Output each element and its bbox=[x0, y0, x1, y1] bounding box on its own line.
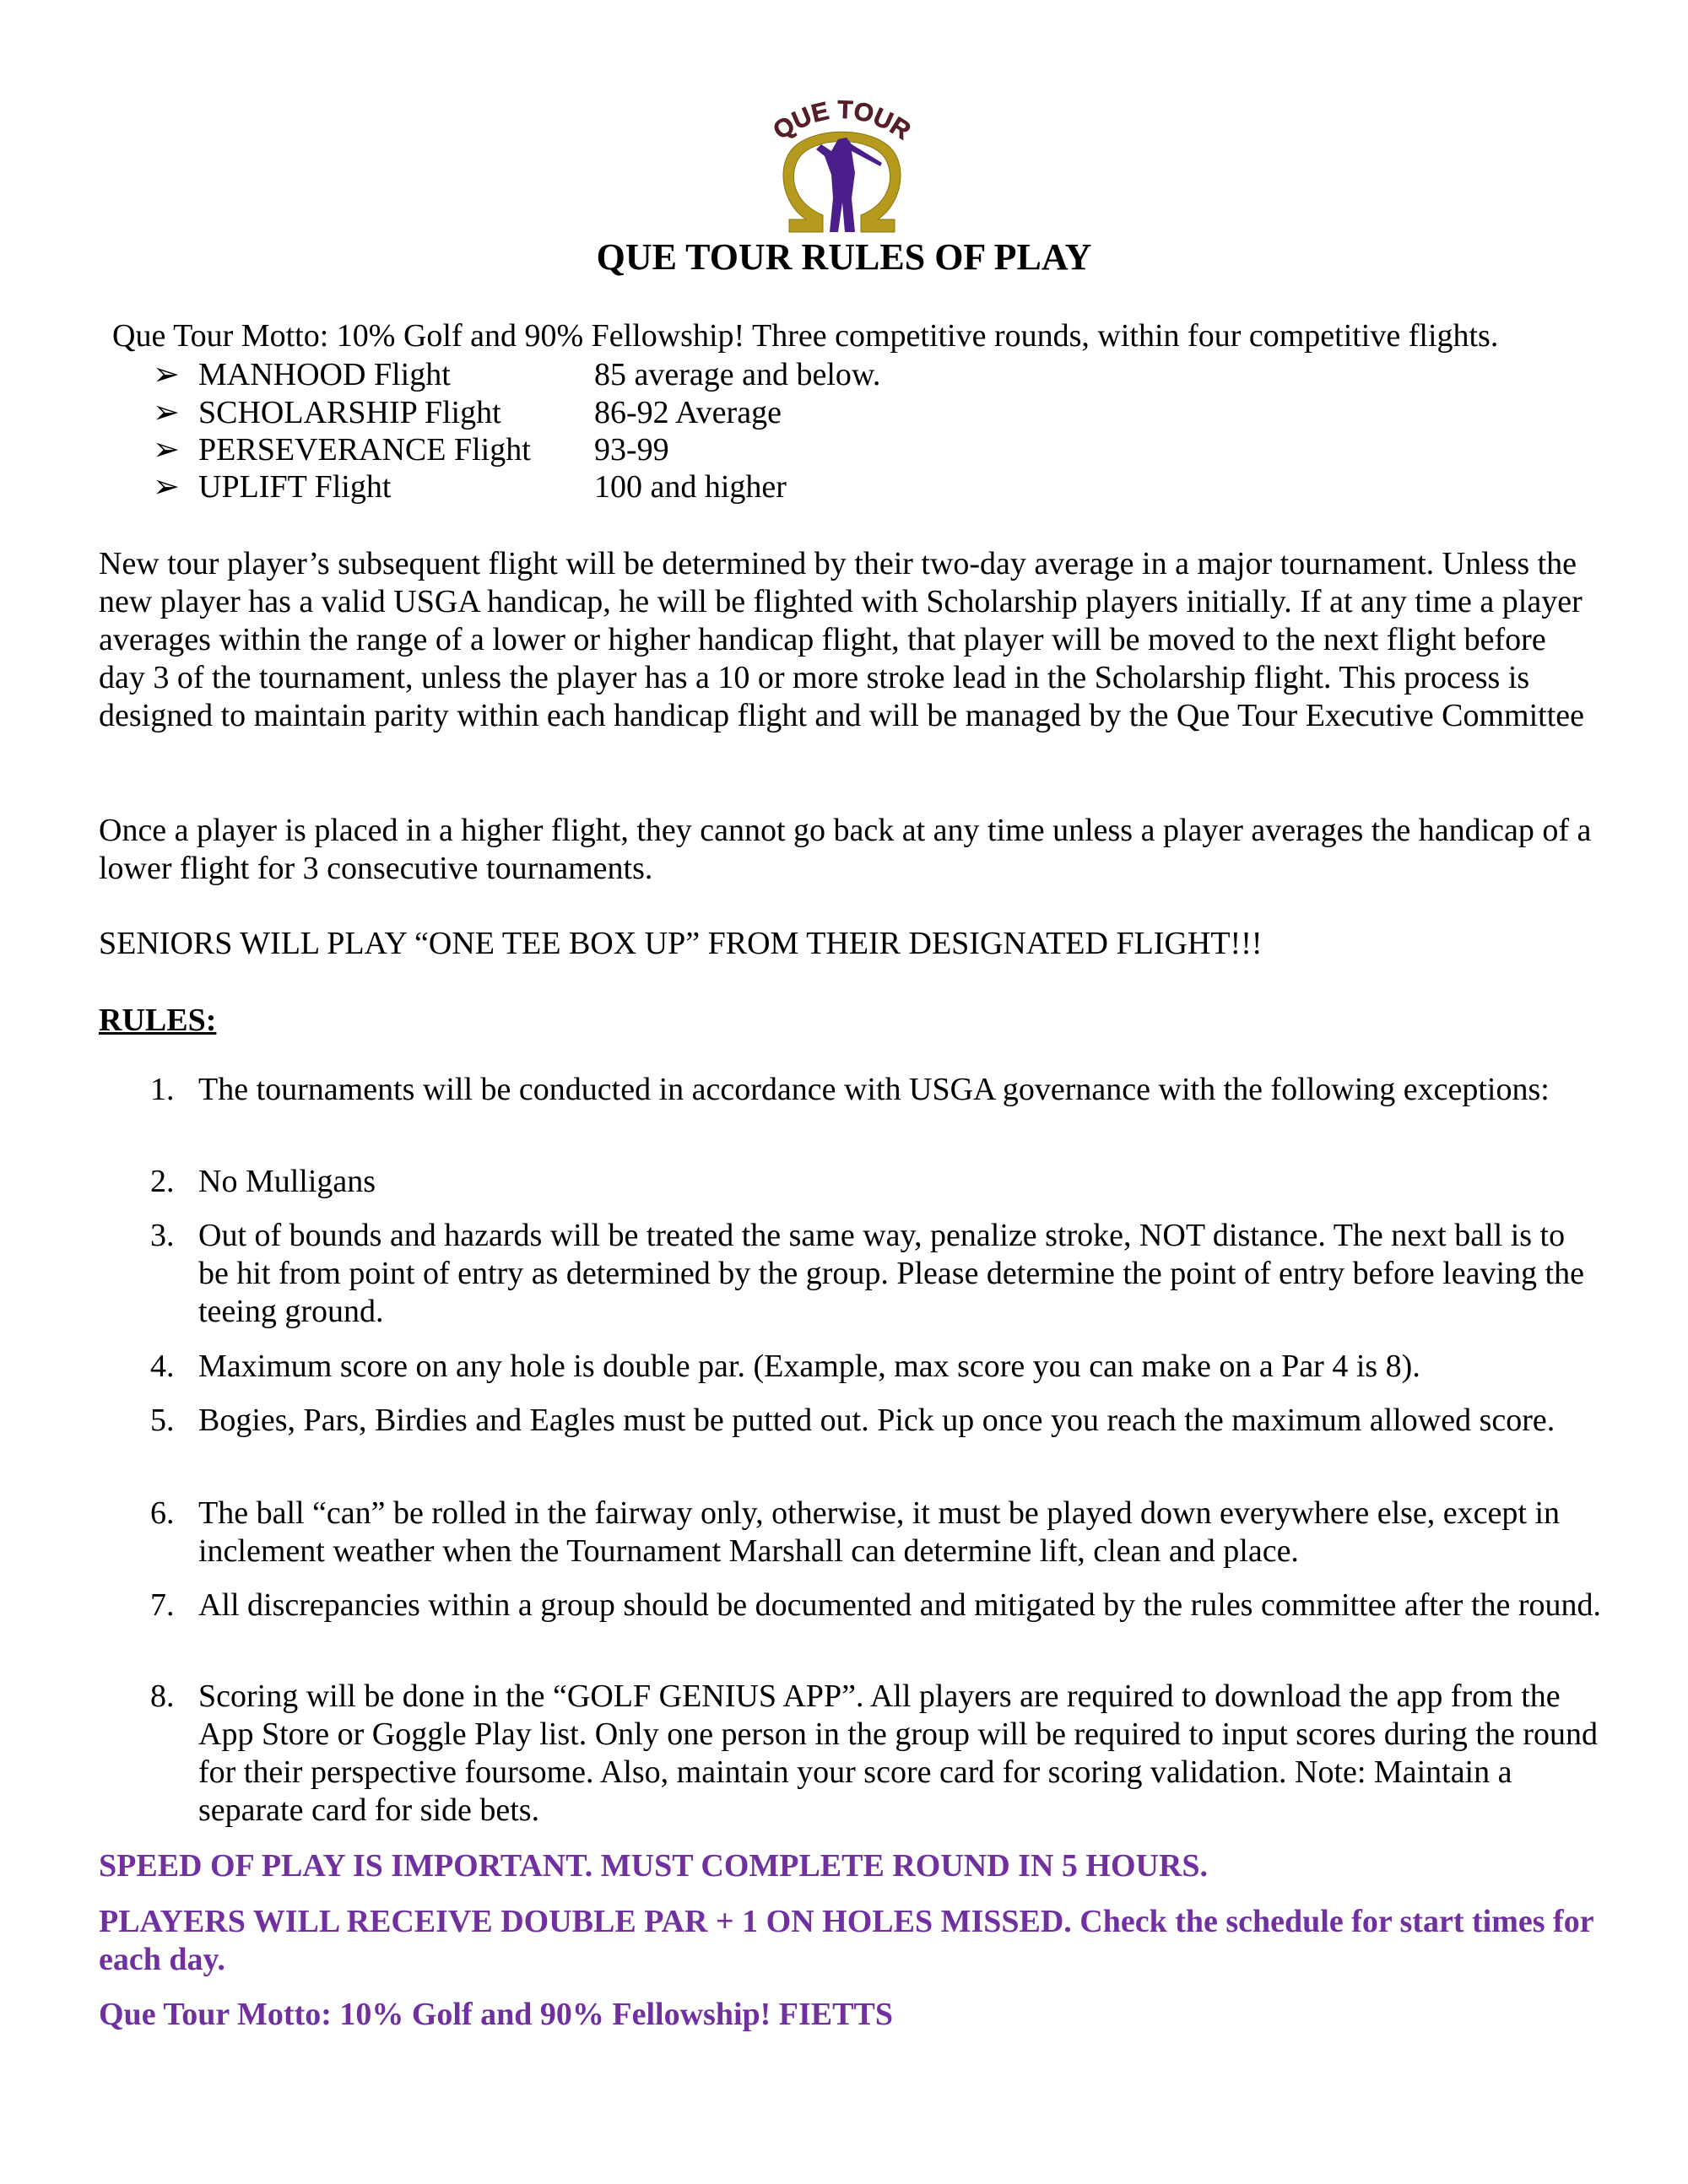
rule-number: 7. bbox=[150, 1587, 175, 1623]
page-title: QUE TOUR RULES OF PLAY bbox=[596, 236, 1092, 278]
rule-item bbox=[150, 1678, 1602, 1830]
rule-item bbox=[150, 1587, 1602, 1624]
rule-text: No Mulligans bbox=[198, 1164, 376, 1199]
rule-text: Out of bounds and hazards will be treated the same way, penalize stroke, NOT distance. The next ball is to be hit from point of entry as determined by the group. Please determine the point of entry before leaving the teeing ground. bbox=[198, 1218, 1584, 1329]
rule-item bbox=[150, 1402, 1602, 1440]
flight-range: 100 and higher bbox=[594, 469, 787, 505]
speed-of-play-notice: SPEED OF PLAY IS IMPORTANT. MUST COMPLETE ROUND IN 5 HOURS. bbox=[99, 1848, 1209, 1884]
arrow-bullet-icon: ➢ bbox=[153, 469, 180, 505]
higher-flight-paragraph: Once a player is placed in a higher flight, they cannot go back at any time unless a player averages the handicap of a lower flight for 3 consecutive tournaments. bbox=[99, 813, 1592, 886]
flight-row bbox=[153, 394, 782, 432]
rule-text: The tournaments will be conducted in accordance with USGA governance with the following exceptions: bbox=[198, 1072, 1550, 1107]
flight-name: UPLIFT Flight bbox=[198, 469, 392, 505]
rule-text: All discrepancies within a group should be documented and mitigated by the rules committee after the round. bbox=[198, 1587, 1602, 1623]
arrow-bullet-icon: ➢ bbox=[153, 432, 180, 468]
motto-intro: Que Tour Motto: 10% Golf and 90% Fellowship! Three competitive rounds, within four competitive flights. bbox=[112, 318, 1499, 354]
rule-text: Scoring will be done in the “GOLF GENIUS APP”. All players are required to download the app from the App Store or Goggle Play list. Only one person in the group will be required to input scores during the round for their perspective foursome. Also, maintain your score card for scoring validation. Note: Maintain a separate card for side bets. bbox=[198, 1679, 1599, 1828]
seniors-notice: SENIORS WILL PLAY “ONE TEE BOX UP” FROM THEIR DESIGNATED FLIGHT!!! bbox=[99, 926, 1263, 961]
flight-range: 93-99 bbox=[594, 432, 669, 468]
rule-number: 8. bbox=[150, 1679, 175, 1714]
flight-row bbox=[153, 468, 787, 506]
rule-item bbox=[150, 1071, 1602, 1109]
svg-text:QUE TOUR: QUE TOUR bbox=[768, 97, 916, 146]
rule-item bbox=[150, 1348, 1602, 1386]
missed-holes-notice: PLAYERS WILL RECEIVE DOUBLE PAR + 1 ON HOLES MISSED. Check the schedule for start times for each day. bbox=[99, 1904, 1593, 1977]
rule-item bbox=[150, 1217, 1602, 1331]
flight-placement-paragraph: New tour player’s subsequent flight will be determined by their two-day average in a major tournament. Unless the new player has a valid USGA handicap, he will be flighted with Scholarship players initially. If at any time a player averages within the range of a lower or higher handicap flight, that player will be moved to the next flight before day 3 of the tournament, unless the player has a 10 or more stroke lead in the Scholarship flight. This process is designed to maintain parity within each handicap flight and will be managed by the Que Tour Executive Committee bbox=[99, 546, 1584, 733]
rule-number: 4. bbox=[150, 1349, 175, 1384]
arrow-bullet-icon: ➢ bbox=[153, 395, 180, 430]
rule-number: 2. bbox=[150, 1164, 175, 1199]
rule-item bbox=[150, 1495, 1602, 1570]
arrow-bullet-icon: ➢ bbox=[153, 357, 180, 392]
rule-number: 3. bbox=[150, 1218, 175, 1253]
closing-motto: Que Tour Motto: 10% Golf and 90% Fellowship! FIETTS bbox=[99, 1997, 893, 2032]
rule-text: Bogies, Pars, Birdies and Eagles must be putted out. Pick up once you reach the maximum allowed score. bbox=[198, 1403, 1555, 1438]
flight-row bbox=[153, 356, 880, 394]
flight-row bbox=[153, 431, 669, 469]
rule-number: 1. bbox=[150, 1072, 175, 1107]
rule-text: Maximum score on any hole is double par. (Example, max score you can make on a Par 4 is 8). bbox=[198, 1349, 1420, 1384]
rule-item bbox=[150, 1163, 1602, 1201]
rule-text: The ball “can” be rolled in the fairway only, otherwise, it must be played down everywhere else, except in inclement weather when the Tournament Marshall can determine lift, clean and place. bbox=[198, 1495, 1560, 1569]
flight-name: SCHOLARSHIP Flight bbox=[198, 395, 501, 430]
que-tour-logo bbox=[764, 97, 920, 241]
rule-number: 5. bbox=[150, 1403, 175, 1438]
flight-range: 86-92 Average bbox=[594, 395, 782, 430]
flight-name: MANHOOD Flight bbox=[198, 357, 451, 392]
rules-heading: RULES: bbox=[99, 1003, 217, 1038]
flight-name: PERSEVERANCE Flight bbox=[198, 432, 531, 468]
rule-number: 6. bbox=[150, 1495, 175, 1531]
flight-range: 85 average and below. bbox=[594, 357, 881, 392]
